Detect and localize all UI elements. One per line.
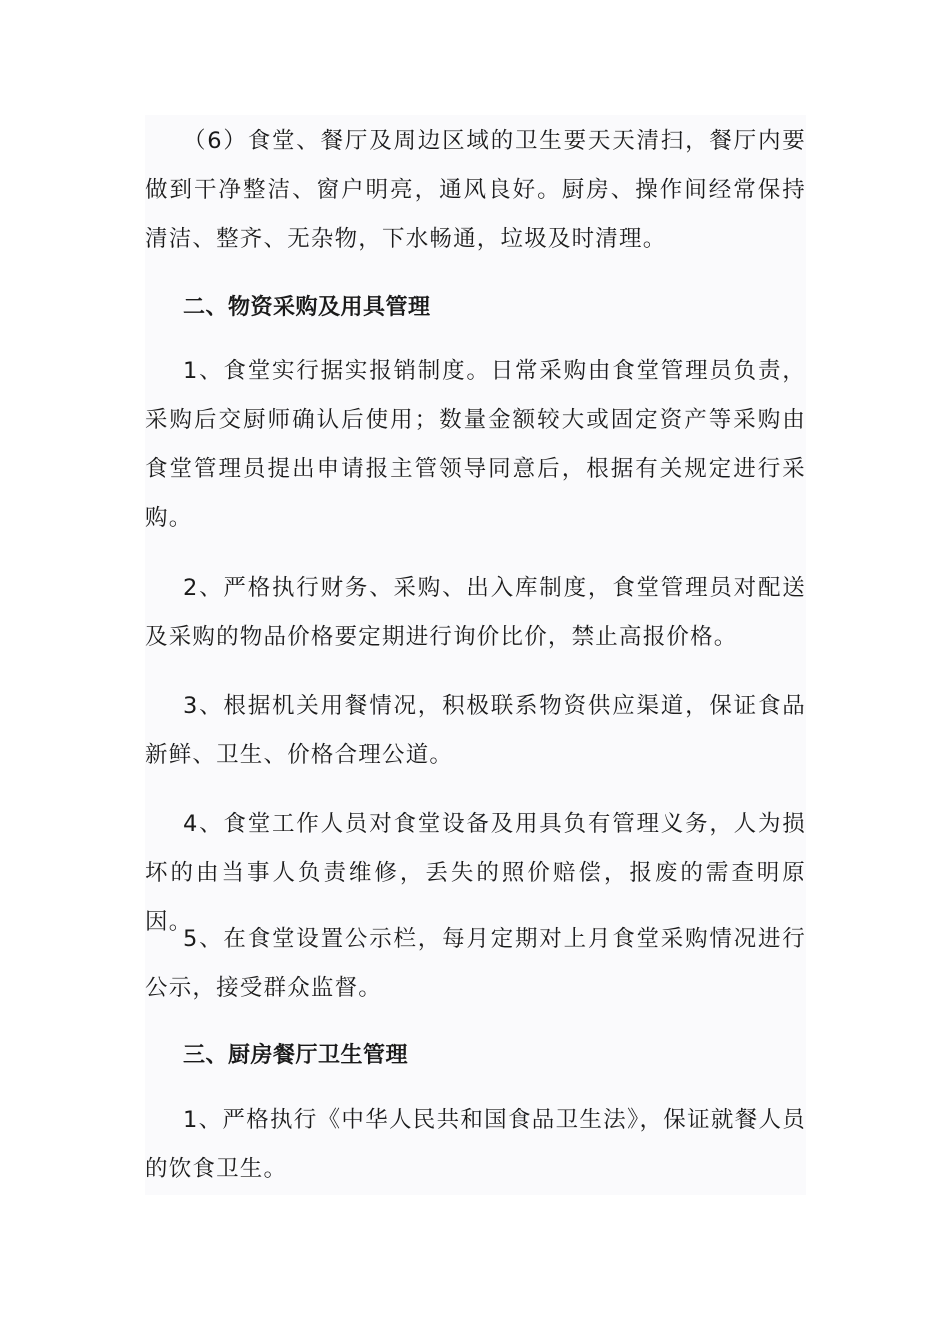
- paragraph-2-4: 4、食堂工作人员对食堂设备及用具负有管理义务，人为损坏的由当事人负责维修，丢失的照价赔偿，报废的需查明原因。: [145, 811, 806, 935]
- paragraph-2-1: 1、食堂实行据实报销制度。日常采购由食堂管理员负责，采购后交厨师确认后使用；数量金额较大或固定资产等采购由食堂管理员提出申请报主管领导同意后，根据有关规定进行采购。: [145, 358, 806, 531]
- paragraph-2-5: 5、在食堂设置公示栏，每月定期对上月食堂采购情况进行公示，接受群众监督。: [145, 926, 806, 1001]
- paragraph-3-1: 1、严格执行《中华人民共和国食品卫生法》，保证就餐人员的饮食卫生。: [145, 1107, 806, 1182]
- paragraph-2-3: 3、根据机关用餐情况，积极联系物资供应渠道，保证食品新鲜、卫生、价格合理公道。: [145, 693, 806, 768]
- paragraph-hygiene-6: （6）食堂、餐厅及周边区域的卫生要天天清扫，餐厅内要做到干净整洁、窗户明亮，通风良好。厨房、操作间经常保持清洁、整齐、无杂物，下水畅通，垃圾及时清理。: [145, 128, 806, 252]
- paragraph-2-2: 2、严格执行财务、采购、出入库制度，食堂管理员对配送及采购的物品价格要定期进行询价比价，禁止高报价格。: [145, 575, 806, 650]
- document-body: [145, 115, 806, 1195]
- section-heading-3: 三、厨房餐厅卫生管理: [183, 1043, 409, 1068]
- section-heading-2: 二、物资采购及用具管理: [183, 295, 431, 320]
